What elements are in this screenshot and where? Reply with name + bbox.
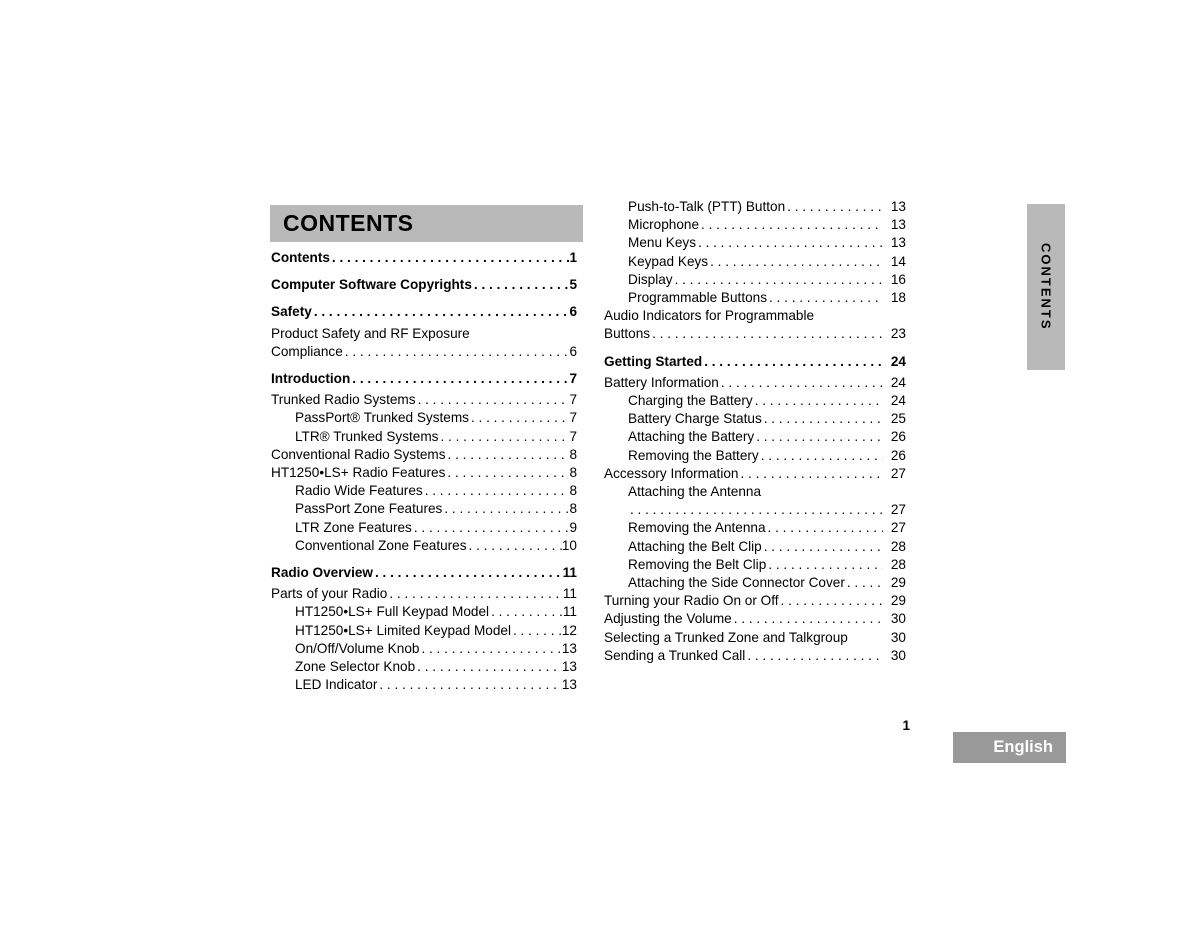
toc-entry [604, 410, 906, 428]
toc-entry-page-number: 29 [890, 575, 906, 591]
leader-dots [332, 249, 570, 267]
toc-entry-page-number: 16 [890, 271, 906, 287]
leader-dots [768, 519, 883, 537]
leader-dots [816, 307, 906, 325]
leader-dots [675, 271, 883, 289]
language-badge [953, 732, 1066, 763]
leader-dots [652, 325, 883, 343]
leader-dots [734, 610, 883, 628]
toc-entry-label: LTR® Trunked Systems [295, 428, 439, 444]
toc-entry-label: Radio Overview [271, 565, 373, 581]
toc-entry-page-number: 27 [890, 465, 906, 481]
leader-dots [379, 676, 562, 694]
leader-dots [389, 585, 563, 603]
toc-entry-page-number: 13 [890, 235, 906, 251]
toc-entry-page-number: 8 [569, 465, 577, 481]
toc-entry-label: Computer Software Copyrights [271, 277, 472, 293]
toc-entry-page-number: 27 [890, 502, 906, 518]
leader-dots [769, 289, 883, 307]
toc-entry [271, 391, 577, 409]
toc-entry-label: Contents [271, 250, 330, 265]
toc-entry-label: LED Indicator [295, 677, 378, 693]
toc-entry-label: Radio Wide Features [295, 483, 423, 499]
toc-entry [271, 603, 577, 621]
toc-entry [271, 446, 577, 464]
leader-dots [850, 629, 883, 647]
contents-side-tab [1027, 204, 1065, 370]
leader-dots [352, 370, 569, 388]
toc-entry [271, 276, 577, 294]
toc-entry-label: On/Off/Volume Knob [295, 640, 420, 656]
toc-entry-page-number: 8 [569, 446, 577, 462]
toc-entry-label: Keypad Keys [628, 253, 709, 269]
toc-entry-label: Attaching the Antenna [628, 484, 762, 500]
toc-entry-label: Conventional Zone Features [295, 537, 467, 553]
toc-entry-page-number: 30 [890, 629, 906, 645]
contents-header-bar [270, 205, 583, 242]
toc-entry-page-number: 25 [890, 411, 906, 427]
toc-entry-page-number: 5 [569, 277, 577, 293]
toc-entry [604, 374, 906, 392]
toc-entry-label: Parts of your Radio [271, 586, 388, 602]
toc-entry-label: Battery Information [604, 374, 719, 390]
leader-dots [721, 374, 883, 392]
toc-entry-label: Removing the Antenna [628, 520, 766, 536]
toc-entry-label: Push-to-Talk (PTT) Button [628, 199, 786, 214]
toc-entry-page-number: 13 [561, 677, 577, 693]
toc-entry [604, 289, 906, 307]
toc-entry-page-number: 14 [890, 253, 906, 269]
toc-entry-label: Safety [271, 304, 312, 320]
toc-entry [271, 676, 577, 694]
page-number: 1 [902, 718, 910, 733]
toc-entry-page-number: 29 [890, 593, 906, 609]
leader-dots [787, 198, 883, 216]
leader-dots [761, 447, 883, 465]
toc-entry-label: Selecting a Trunked Zone and Talkgroup [604, 629, 848, 645]
toc-entry [271, 519, 577, 537]
toc-entry-label: Sending a Trunked Call [604, 647, 746, 663]
leader-dots [747, 647, 883, 665]
leader-dots [768, 556, 883, 574]
toc-entry-page-number: 13 [890, 217, 906, 233]
toc-entry-page-number: 13 [890, 199, 906, 214]
toc-entry-page-number: 11 [562, 604, 577, 620]
toc-entry [604, 501, 906, 519]
side-tab-label: CONTENTS [1038, 243, 1054, 331]
toc-entry [604, 271, 906, 289]
toc-entry-label: Microphone [628, 217, 700, 233]
leader-dots [375, 564, 563, 582]
toc-entry [271, 564, 577, 582]
toc-entry-label: Getting Started [604, 353, 703, 369]
toc-entry-label: Zone Selector Knob [295, 659, 416, 675]
leader-dots [417, 658, 562, 676]
toc-entry [604, 216, 906, 234]
leader-dots [698, 234, 883, 252]
toc-entry [604, 428, 906, 446]
toc-entry-label: Attaching the Side Connector Cover [628, 575, 845, 591]
toc-entry-label: Turning your Radio On or Off [604, 593, 779, 609]
toc-entry-label: Introduction [271, 371, 351, 387]
toc-entry [604, 465, 906, 483]
leader-dots [425, 482, 570, 500]
toc-entry [604, 592, 906, 610]
toc-entry [271, 585, 577, 603]
leader-dots [630, 501, 883, 519]
toc-entry-page-number: 6 [569, 304, 577, 320]
toc-entry [271, 370, 577, 388]
toc-entry-page-number: 28 [890, 556, 906, 572]
toc-entry-label: Charging the Battery [628, 393, 753, 409]
toc-entry-label: Compliance [271, 343, 343, 359]
leader-dots [448, 446, 570, 464]
toc-entry [604, 629, 906, 647]
toc-entry [604, 556, 906, 574]
toc-entry-page-number: 27 [890, 520, 906, 536]
toc-entry-label: Attaching the Battery [628, 429, 755, 445]
toc-entry-page-number: 24 [890, 374, 906, 390]
toc-entry-label: Programmable Buttons [628, 290, 768, 306]
toc-entry-page-number: 11 [562, 586, 577, 602]
toc-entry-page-number: 8 [569, 501, 577, 517]
toc-entry [604, 253, 906, 271]
leader-dots [847, 574, 883, 592]
toc-entry [604, 647, 906, 665]
toc-entry [271, 640, 577, 658]
leader-dots [471, 409, 569, 427]
toc-entry-page-number: 8 [569, 483, 577, 499]
leader-dots [701, 216, 883, 234]
leader-dots [491, 603, 563, 621]
leader-dots [704, 353, 883, 371]
toc-entry-page-number: 23 [890, 326, 906, 342]
toc-entry-label: Menu Keys [628, 235, 697, 251]
toc-entry [271, 428, 577, 446]
toc-entry [271, 537, 577, 555]
toc-entry [271, 303, 577, 321]
leader-dots [418, 391, 570, 409]
toc-entry-page-number: 7 [569, 371, 577, 387]
toc-entry-label: Accessory Information [604, 465, 739, 481]
toc-entry [604, 483, 906, 501]
toc-entry [271, 500, 577, 518]
leader-dots [756, 428, 883, 446]
toc-right-column [604, 198, 906, 665]
leader-dots [710, 253, 883, 271]
toc-entry-page-number: 12 [561, 622, 577, 638]
leader-dots [472, 325, 577, 343]
toc-entry-label: HT1250•LS+ Limited Keypad Model [295, 622, 511, 638]
toc-entry [604, 574, 906, 592]
leader-dots [474, 276, 570, 294]
toc-entry [604, 538, 906, 556]
toc-entry-label: Trunked Radio Systems [271, 392, 416, 408]
toc-entry [271, 325, 577, 343]
toc-entry-page-number: 28 [890, 538, 906, 554]
leader-dots [755, 392, 883, 410]
leader-dots [421, 640, 561, 658]
toc-entry-page-number: 7 [569, 410, 577, 426]
leader-dots [513, 622, 562, 640]
leader-dots [781, 592, 883, 610]
leader-dots [469, 537, 562, 555]
toc-entry-label: Buttons [604, 326, 651, 342]
toc-entry-page-number: 24 [890, 393, 906, 409]
toc-entry-label: Product Safety and RF Exposure [271, 325, 470, 341]
toc-entry [604, 198, 906, 216]
toc-entry-page-number: 24 [890, 353, 906, 369]
toc-entry-label: Attaching the Belt Clip [628, 538, 762, 554]
toc-entry [271, 343, 577, 361]
toc-entry-label: Removing the Battery [628, 447, 759, 463]
toc-entry [604, 610, 906, 628]
toc-entry-page-number: 7 [569, 428, 577, 444]
leader-dots [345, 343, 570, 361]
toc-entry [604, 392, 906, 410]
leader-dots [447, 464, 569, 482]
toc-entry-label: Adjusting the Volume [604, 611, 732, 627]
toc-entry-page-number: 11 [562, 565, 577, 581]
toc-entry-label: Removing the Belt Clip [628, 556, 767, 572]
toc-entry-page-number: 13 [561, 659, 577, 675]
toc-entry-page-number: 18 [890, 290, 906, 306]
toc-entry [604, 234, 906, 252]
toc-entry-page-number: 7 [569, 392, 577, 408]
toc-entry-label: HT1250•LS+ Full Keypad Model [295, 604, 490, 620]
leader-dots [440, 428, 569, 446]
leader-dots [314, 303, 570, 321]
toc-entry-page-number: 9 [569, 519, 577, 535]
language-badge-label: English [993, 738, 1053, 756]
toc-entry [271, 482, 577, 500]
leader-dots [764, 410, 883, 428]
leader-dots [414, 519, 570, 537]
page-title: CONTENTS [283, 210, 414, 236]
toc-entry-label: LTR Zone Features [295, 519, 412, 535]
toc-entry-page-number: 10 [561, 537, 577, 553]
toc-entry-page-number: 26 [890, 447, 906, 463]
toc-entry-page-number: 30 [890, 647, 906, 663]
toc-entry [604, 307, 906, 325]
leader-dots [740, 465, 883, 483]
toc-entry-page-number: 1 [569, 250, 577, 265]
toc-entry [271, 658, 577, 676]
toc-entry [271, 409, 577, 427]
toc-entry [271, 622, 577, 640]
toc-entry-page-number: 30 [890, 611, 906, 627]
toc-entry [604, 447, 906, 465]
toc-entry-page-number: 13 [561, 640, 577, 656]
leader-dots [764, 538, 883, 556]
toc-entry-page-number: 26 [890, 429, 906, 445]
toc-entry-label: PassPort Zone Features [295, 501, 443, 517]
toc-entry-label: Battery Charge Status [628, 411, 762, 427]
toc-left-column [271, 249, 577, 694]
leader-dots [444, 500, 569, 518]
toc-entry-label: Audio Indicators for Programmable [604, 308, 815, 324]
toc-entry [604, 325, 906, 343]
toc-entry [271, 464, 577, 482]
toc-entry-page-number: 6 [569, 343, 577, 359]
toc-entry [604, 519, 906, 537]
toc-entry-label: PassPort® Trunked Systems [295, 410, 469, 426]
toc-entry [604, 353, 906, 371]
toc-entry-label: HT1250•LS+ Radio Features [271, 465, 446, 481]
toc-entry-label: Display [628, 271, 673, 287]
leader-dots [763, 483, 906, 501]
toc-entry-label: Conventional Radio Systems [271, 446, 446, 462]
toc-entry [271, 249, 577, 267]
